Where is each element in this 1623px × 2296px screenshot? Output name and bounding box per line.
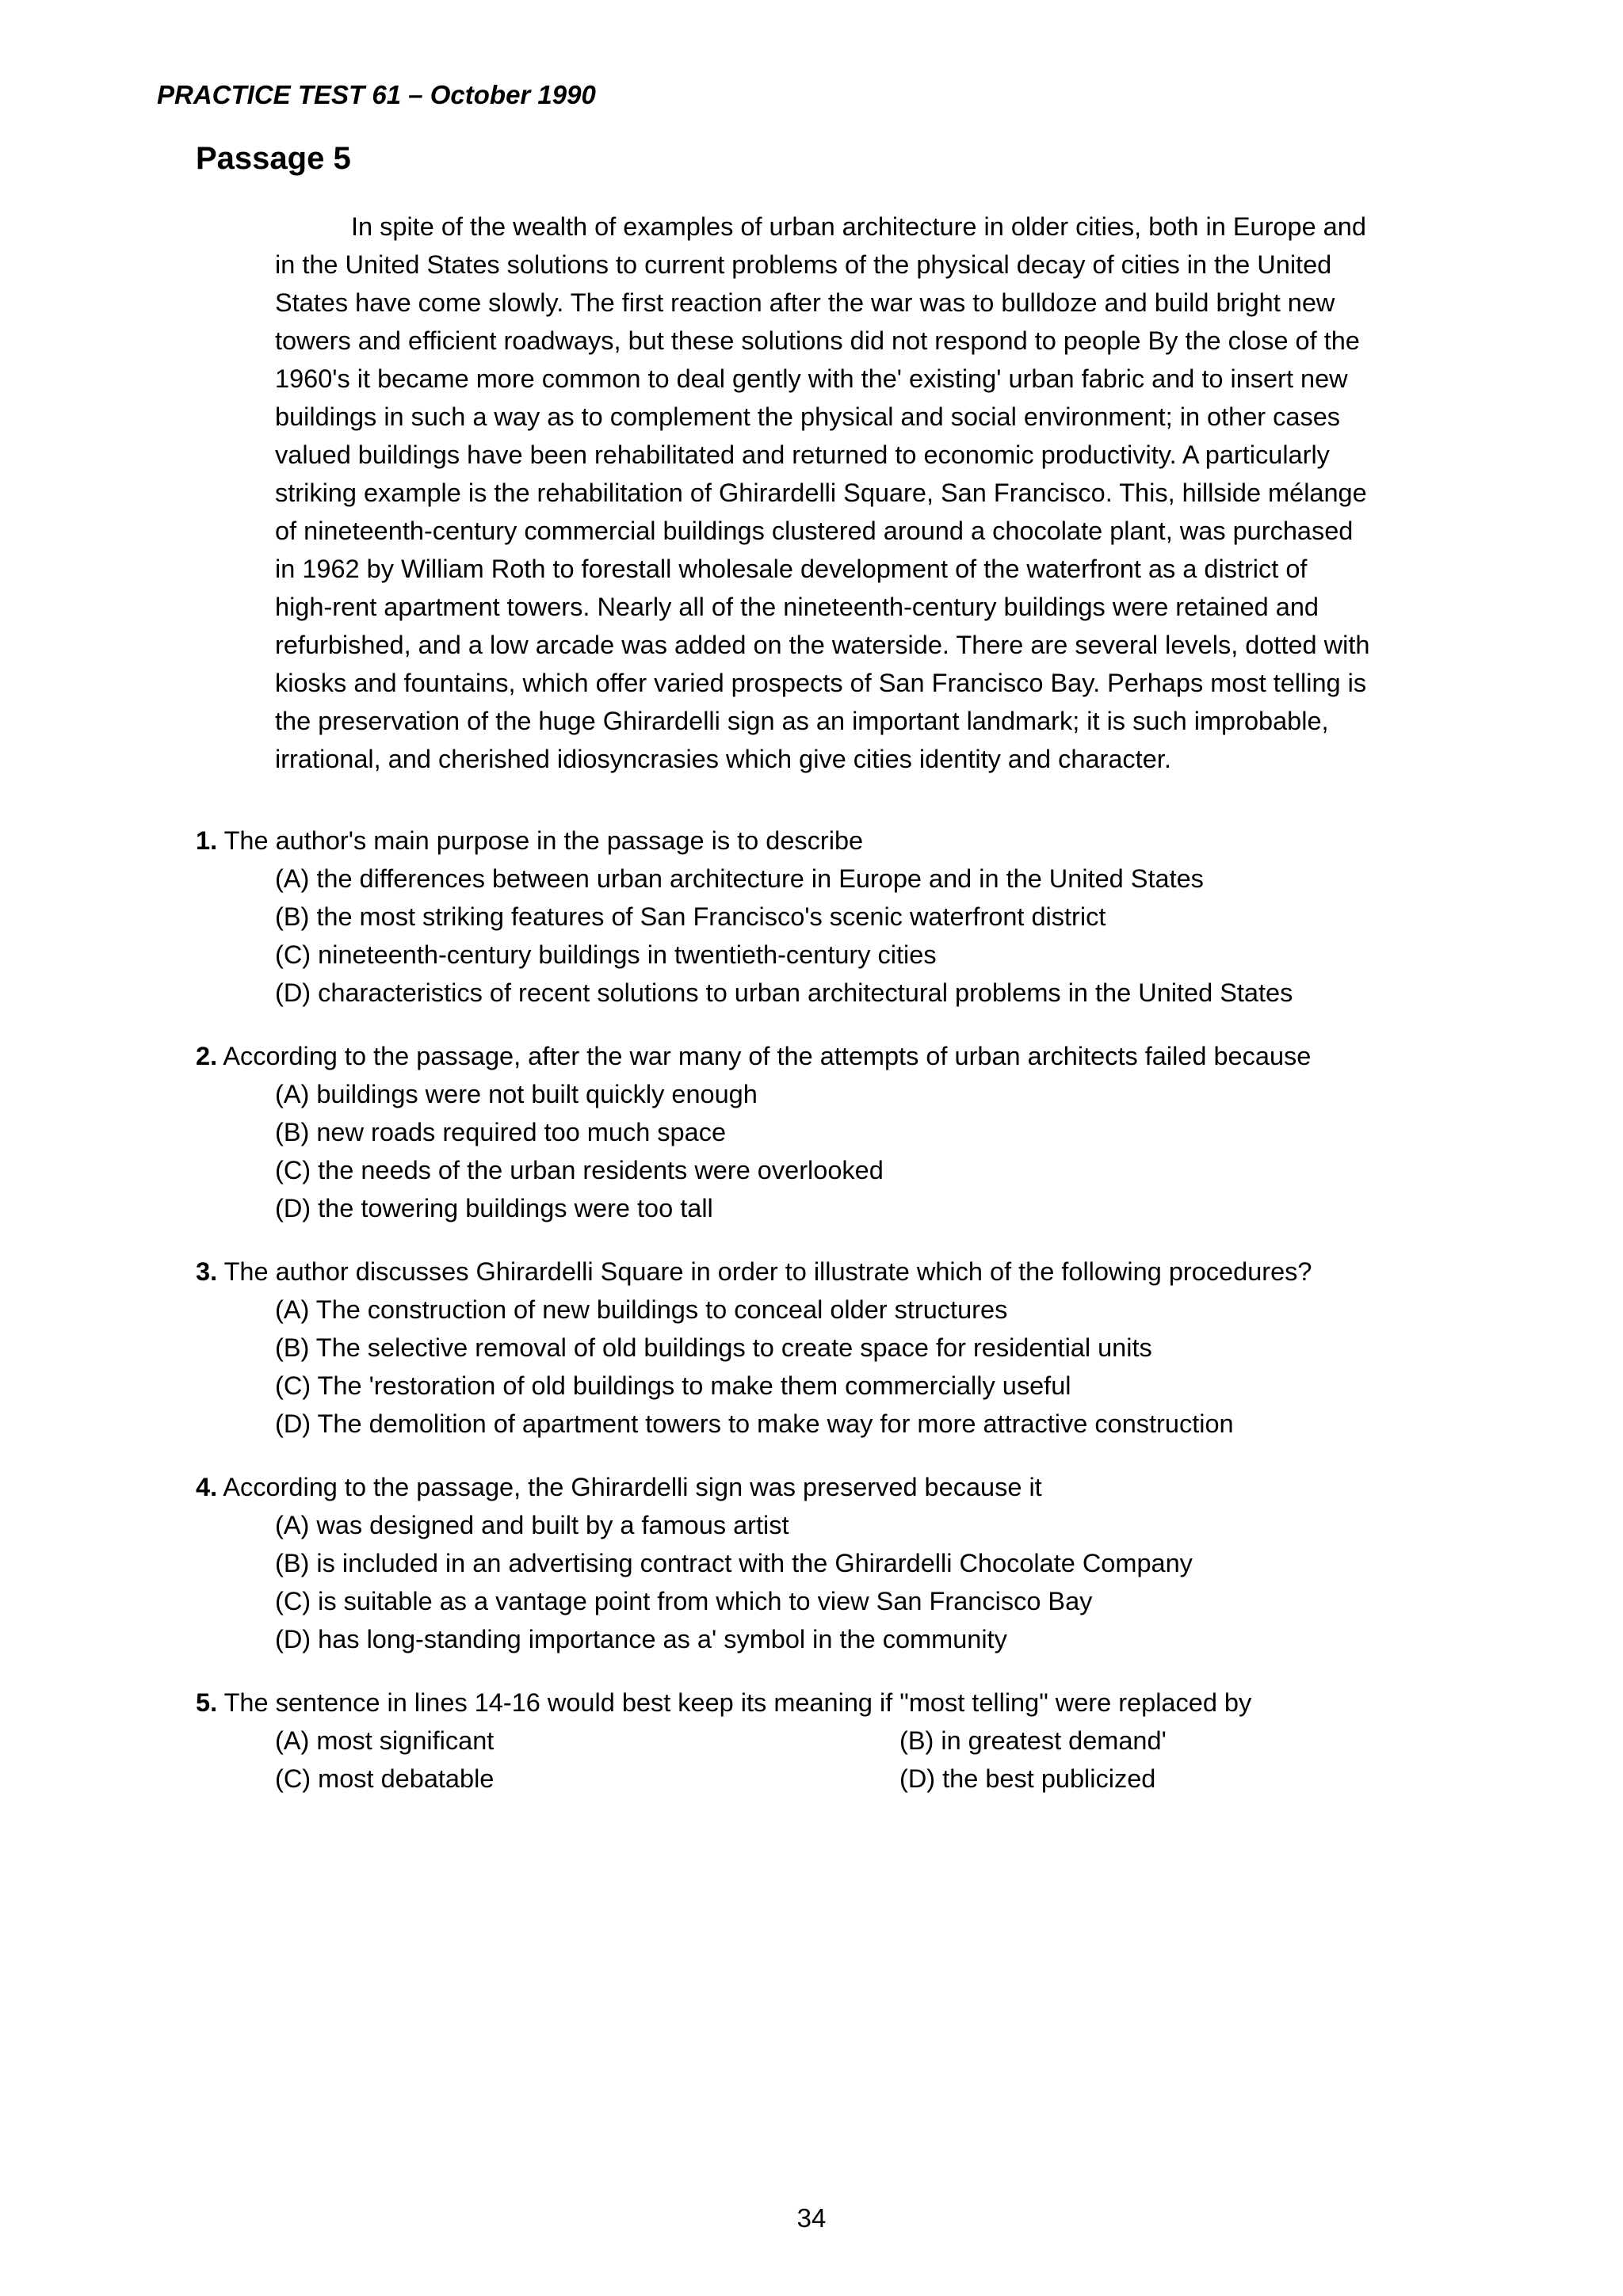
question-list xyxy=(196,822,1480,1823)
answer-option-d: (D) characteristics of recent solutions to urban architectural problems in the United States xyxy=(275,978,1293,1007)
answer-option-c: (C) The 'restoration of old buildings to make them commercially useful xyxy=(275,1371,1071,1400)
question-text: The author discusses Ghirardelli Square in order to illustrate which of the following procedures? xyxy=(223,1257,1312,1286)
passage-line: in 1962 by William Roth to forestall wholesale development of the waterfront as a district of xyxy=(275,555,1308,583)
question-stem xyxy=(196,1037,1480,1075)
question-3 xyxy=(196,1253,1480,1443)
question-2 xyxy=(196,1037,1480,1227)
passage-title: Passage 5 xyxy=(196,141,351,176)
answer-options xyxy=(196,1075,1480,1227)
answer-option-b: (B) the most striking features of San Francisco's scenic waterfront district xyxy=(275,902,1106,931)
question-number: 5. xyxy=(196,1688,218,1717)
passage-line: the preservation of the huge Ghirardelli sign as an important landmark; it is such improbable, xyxy=(275,707,1329,735)
answer-options xyxy=(196,860,1480,1012)
answer-option-d: (D) the best publicized xyxy=(899,1764,1156,1793)
question-number: 2. xyxy=(196,1042,218,1070)
answer-option-c: (C) nineteenth-century buildings in twentieth-century cities xyxy=(275,940,937,969)
passage-line: In spite of the wealth of examples of urban architecture in older cities, both in Europe and xyxy=(351,212,1366,241)
answer-option-d: (D) the towering buildings were too tall xyxy=(275,1194,713,1222)
question-5 xyxy=(196,1684,1480,1798)
answer-option-c: (C) is suitable as a vantage point from which to view San Francisco Bay xyxy=(275,1587,1093,1615)
answer-option-a: (A) The construction of new buildings to conceal older structures xyxy=(275,1295,1008,1324)
answer-option-b: (B) in greatest demand' xyxy=(899,1726,1167,1755)
passage-line: high-rent apartment towers. Nearly all of the nineteenth-century buildings were retained and xyxy=(275,593,1319,621)
question-4 xyxy=(196,1468,1480,1658)
page-header: PRACTICE TEST 61 – October 1990 xyxy=(157,80,596,109)
answer-option-a: (A) most significant xyxy=(275,1726,495,1755)
answer-option-a: (A) the differences between urban architecture in Europe and in the United States xyxy=(275,864,1204,893)
answer-option-d: (D) The demolition of apartment towers to make way for more attractive construction xyxy=(275,1409,1234,1438)
question-text: According to the passage, the Ghirardelli sign was preserved because it xyxy=(223,1473,1042,1501)
passage-line: 1960's it became more common to deal gently with the' existing' urban fabric and to insert new xyxy=(275,364,1348,393)
answer-option-c: (C) most debatable xyxy=(275,1764,495,1793)
page-number: 34 xyxy=(796,2203,827,2233)
passage-text xyxy=(275,208,1456,778)
question-number: 1. xyxy=(196,826,218,855)
passage-line: refurbished, and a low arcade was added on the waterside. There are several levels, dotted with xyxy=(275,631,1370,659)
answer-option-d: (D) has long-standing importance as a' symbol in the community xyxy=(275,1625,1007,1653)
answer-option-a: (A) was designed and built by a famous artist xyxy=(275,1511,789,1539)
passage-line: buildings in such a way as to complement the physical and social environment; in other cases xyxy=(275,402,1341,431)
passage-line: in the United States solutions to current problems of the physical decay of cities in the United xyxy=(275,250,1332,279)
question-text: The author's main purpose in the passage is to describe xyxy=(223,826,864,855)
passage-line: kiosks and fountains, which offer varied prospects of San Francisco Bay. Perhaps most telling is xyxy=(275,669,1367,697)
answer-option-b: (B) The selective removal of old buildings to create space for residential units xyxy=(275,1333,1152,1362)
question-number: 3. xyxy=(196,1257,218,1286)
question-stem xyxy=(196,1684,1480,1722)
question-stem xyxy=(196,822,1480,860)
question-number: 4. xyxy=(196,1473,218,1501)
passage-line: irrational, and cherished idiosyncrasies which give cities identity and character. xyxy=(275,745,1171,773)
answer-options xyxy=(196,1506,1480,1658)
passage-line: towers and efficient roadways, but these solutions did not respond to people By the close of the xyxy=(275,326,1360,355)
answer-options xyxy=(196,1291,1480,1443)
passage-line: striking example is the rehabilitation of Ghirardelli Square, San Francisco. This, hillside mélange xyxy=(275,479,1367,507)
passage-line: States have come slowly. The first reaction after the war was to bulldoze and build bright new xyxy=(275,288,1335,317)
question-stem xyxy=(196,1253,1480,1291)
question-stem xyxy=(196,1468,1480,1506)
passage-line: of nineteenth-century commercial buildings clustered around a chocolate plant, was purchased xyxy=(275,517,1354,545)
answer-options xyxy=(196,1722,1480,1798)
answer-option-a: (A) buildings were not built quickly enough xyxy=(275,1080,758,1108)
answer-option-b: (B) is included in an advertising contract with the Ghirardelli Chocolate Company xyxy=(275,1549,1193,1577)
answer-option-c: (C) the needs of the urban residents were overlooked xyxy=(275,1156,884,1184)
passage-line: valued buildings have been rehabilitated and returned to economic productivity. A particularly xyxy=(275,441,1330,469)
answer-option-b: (B) new roads required too much space xyxy=(275,1118,727,1146)
question-1 xyxy=(196,822,1480,1012)
question-text: The sentence in lines 14-16 would best keep its meaning if "most telling" were replaced by xyxy=(223,1688,1252,1717)
question-text: According to the passage, after the war many of the attempts of urban architects failed because xyxy=(223,1042,1312,1070)
